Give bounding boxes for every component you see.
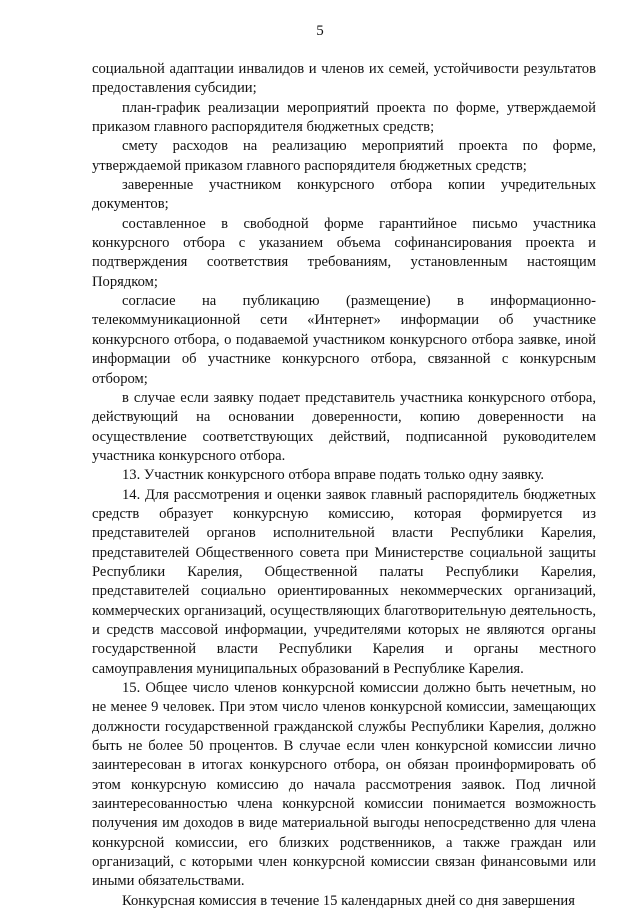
paragraph-item-13: 13. Участник конкурсного отбора вправе подать только одну заявку.: [122, 467, 545, 484]
paragraph-item-15: 15. Общее число членов конкурсной комиссии должно быть нечетным, но не менее 9 человек. При этом число членов конкурсной комиссии, замещающих должности государственной гражданской службы Республики Карелия, должно быть не более 50 процентов. В случае если член конкурсной комиссии лично заинтересован в итогах конкурсного отбора, он обязан проинформировать об этом конкурсную комиссию до начала рассмотрения заявок. Под личной заинтересованностью члена конкурсной комиссии понимается возможность получения им доходов в виде материальной выгоды непосредственно для члена конкурсной комиссии, его близких родственников, а также граждан или организаций, с которыми член конкурсной комиссии связан финансовыми или иными обязательствами.: [92, 680, 596, 890]
paragraph-power-of-attorney: в случае если заявку подает представитель участника конкурсного отбора, действующий на основании доверенности, копию доверенности на осуществление соответствующих действий, подписанной руководителем участника конкурсного отбора.: [92, 389, 596, 464]
paragraph-continuation: социальной адаптации инвалидов и членов их семей, устойчивости результатов предоставления субсидии;: [92, 61, 596, 97]
paragraph-publication-consent: согласие на публикацию (размещение) в информационно-телекоммуникационной сети «Интернет» информации об участнике конкурсного отбора, о подаваемой участником конкурсного отбора заявке, иной информации об участнике конкурсного отбора, связанной с конкурсным отбором;: [92, 293, 596, 387]
paragraph-guarantee-letter: составленное в свободной форме гарантийное письмо участника конкурсного отбора с указанием объема софинансирования проекта и подтверждения соответствия требованиям, установленным настоящим Порядком;: [92, 215, 596, 290]
paragraph-item-14: 14. Для рассмотрения и оценки заявок главный распорядитель бюджетных средств образует конкурсную комиссию, которая формируется из представителей органов исполнительной власти Республики Карелия, представителей Общественного совета при Министерстве социальной защиты Республики Карелия, Общественной палаты Республики Карелия, представителей социально ориентированных некоммерческих организаций, коммерческих организаций, осуществляющих благотворительную деятельность, и средств массовой информации, учредителями которых не являются органы государственной власти Республики Карелия и органы местного самоуправления муниципальных образований в Республике Карелия.: [92, 486, 596, 677]
paragraph-commission-deadline: Конкурсная комиссия в течение 15 календарных дней со дня завершения: [122, 892, 575, 909]
document-body: [92, 60, 596, 911]
page-number: 5: [316, 23, 324, 39]
paragraph-schedule: план-график реализации мероприятий проекта по форме, утверждаемой приказом главного распорядителя бюджетных средств;: [92, 99, 596, 136]
paragraph-founding-documents: заверенные участником конкурсного отбора копии учредительных документов;: [92, 177, 596, 213]
paragraph-budget-estimate: смету расходов на реализацию мероприятий проекта по форме, утверждаемой приказом главного распорядителя бюджетных средств;: [92, 138, 596, 174]
